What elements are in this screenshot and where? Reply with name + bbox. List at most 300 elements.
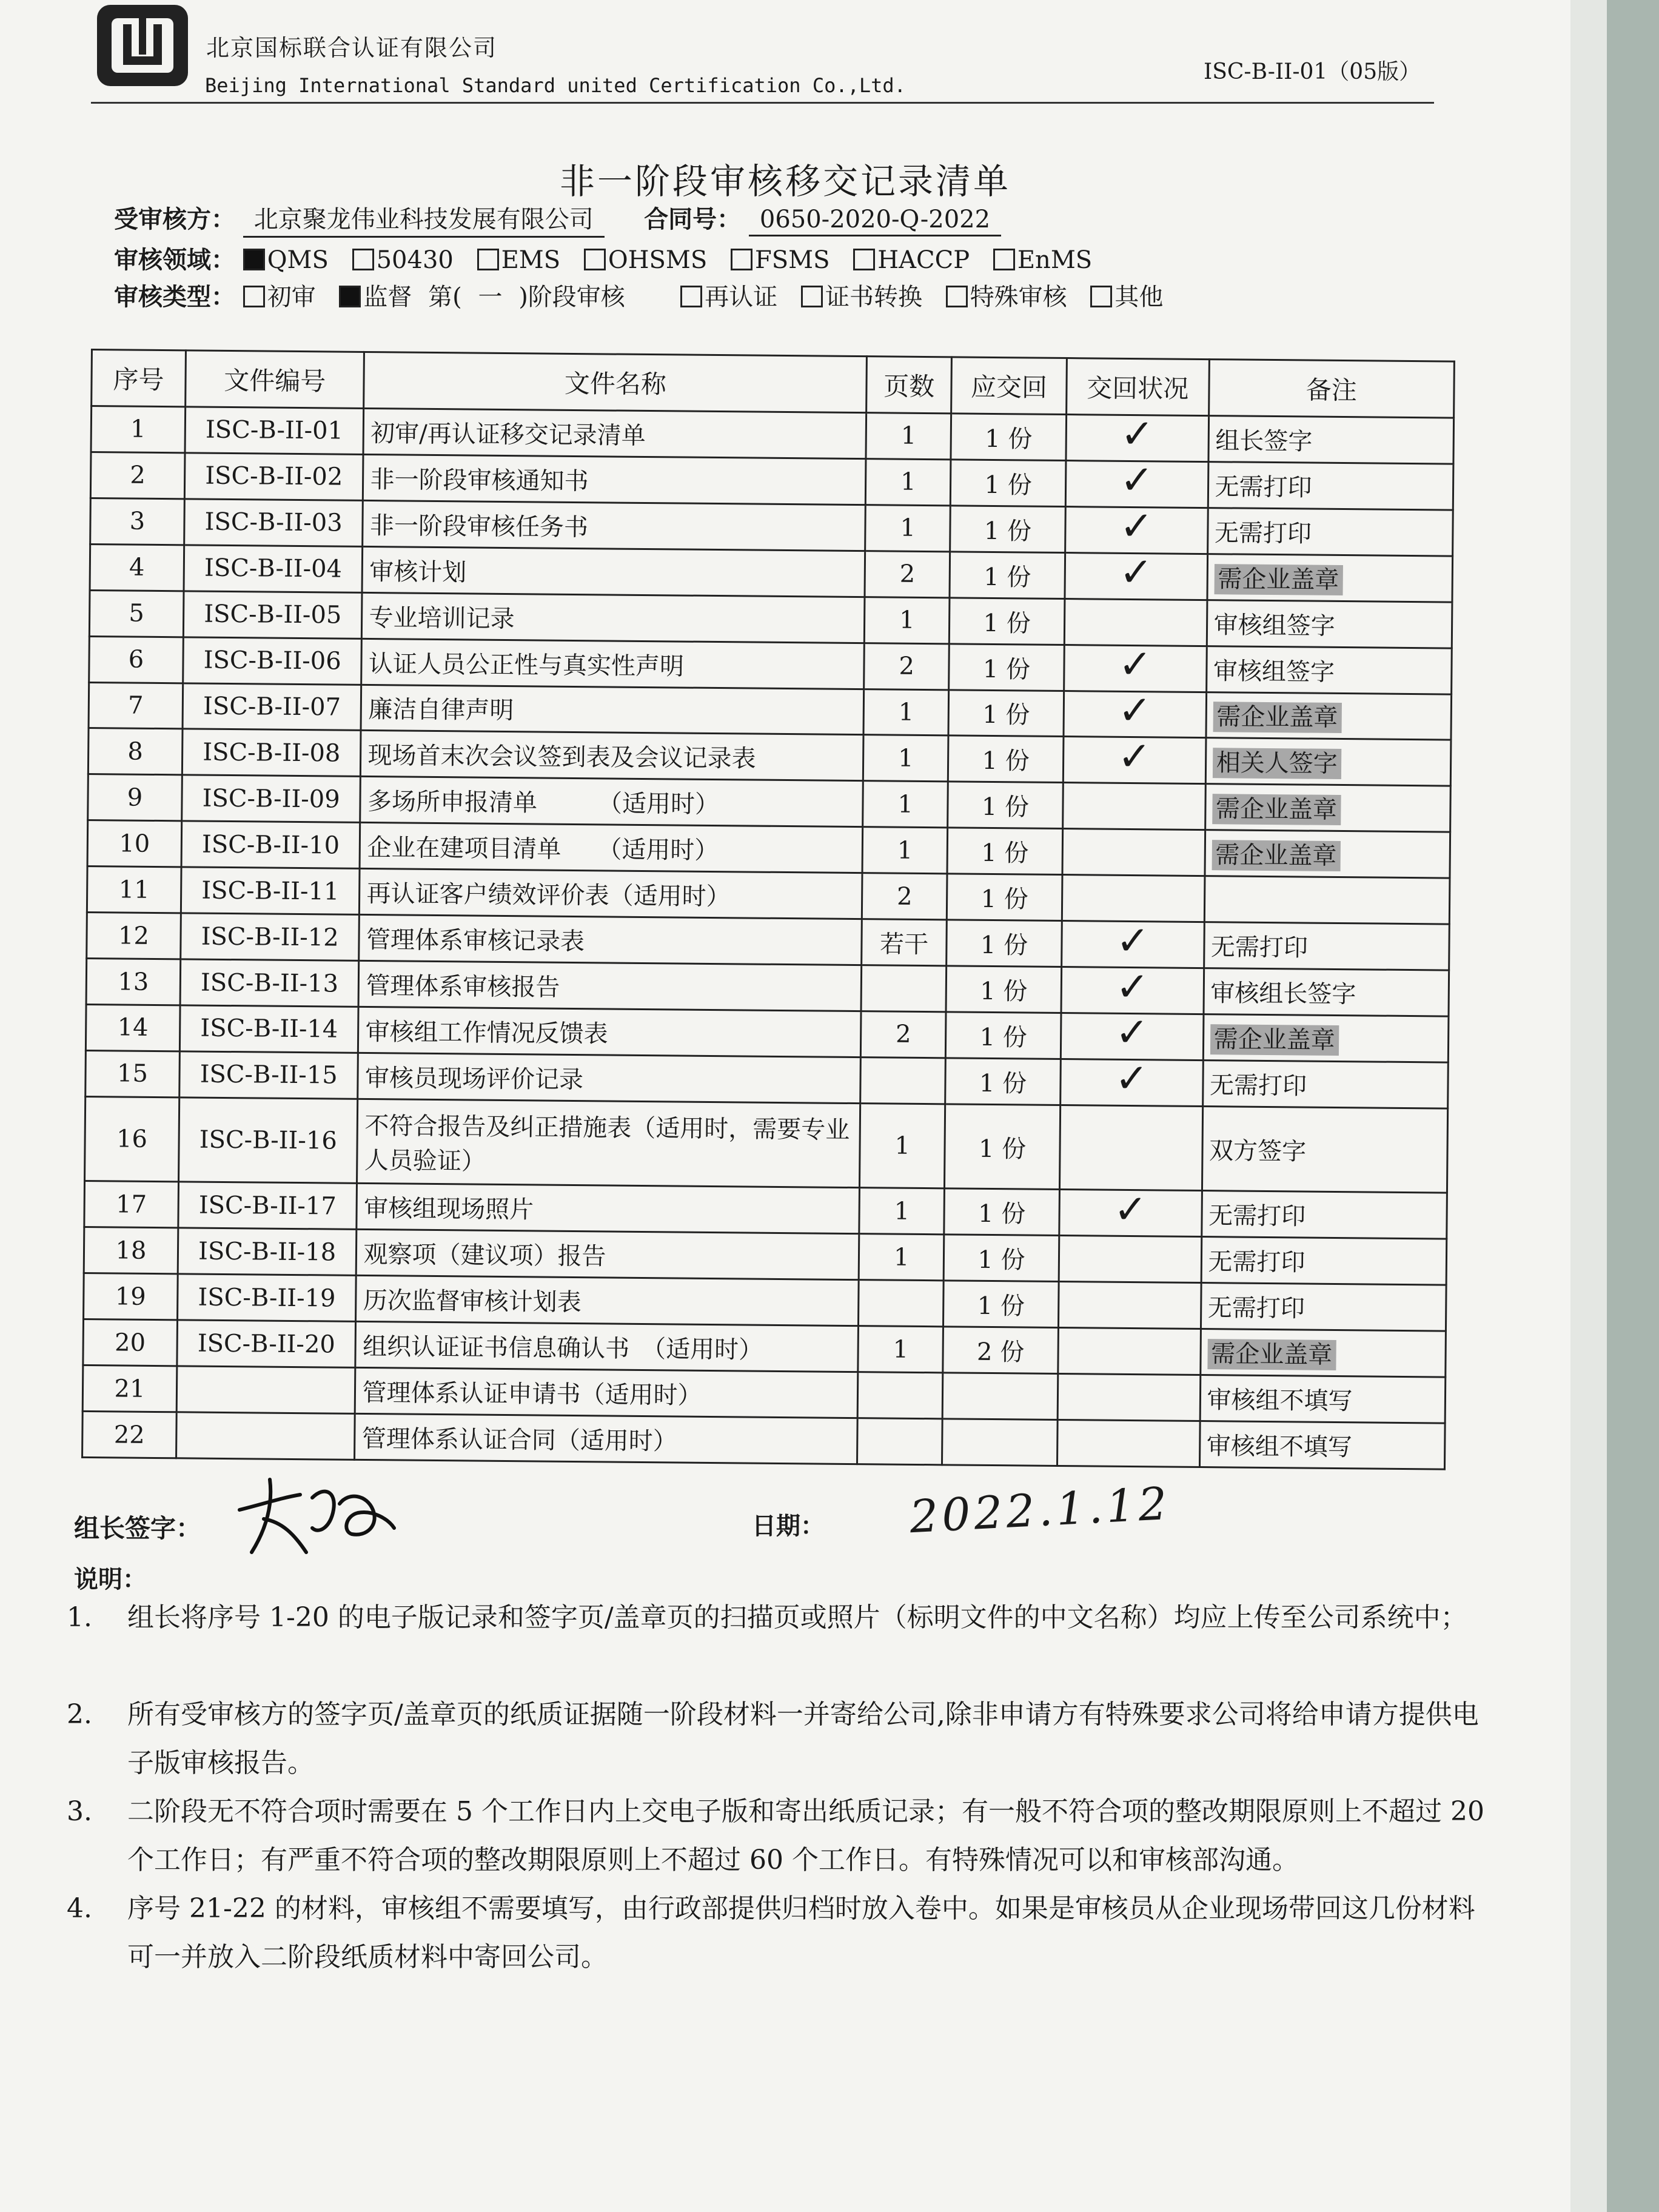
file-code-cell [181, 913, 360, 960]
file-name-cell [360, 869, 862, 919]
page-count-cell [859, 1188, 945, 1235]
file-name: 管理体系审核报告 [366, 972, 560, 1002]
note-item [67, 1691, 1498, 1788]
file-name-cell [361, 638, 864, 689]
return-status-cell [1059, 1236, 1201, 1283]
page-count-cell [859, 1280, 944, 1327]
option-ems: EMS [501, 246, 561, 274]
page-count: 1 [898, 698, 914, 726]
row-number-cell [86, 959, 181, 1005]
note-number: 3. [67, 1796, 92, 1827]
checkbox-fsms[interactable] [731, 249, 752, 270]
file-code-cell [183, 591, 362, 638]
return-status-cell [1066, 411, 1208, 462]
page-count: 1 [897, 790, 914, 819]
checkbox-qms[interactable] [243, 249, 265, 270]
file-code-cell [178, 1228, 357, 1275]
page-count: 2 [899, 560, 916, 589]
row-number: 17 [115, 1190, 147, 1219]
copies-due: 1 份 [984, 471, 1032, 500]
checkbox-initial[interactable] [243, 286, 265, 307]
note-number: 2. [67, 1699, 92, 1730]
copies-due: 1 份 [977, 1200, 1026, 1228]
note-text: 序号 21-22 的材料，审核组不需要填写，由行政部提供归档时放入卷中。如果是审核员从企业现场带回这几份材料可一并放入二阶段纸质材料中寄回公司。 [127, 1893, 1475, 1972]
copies-due: 1 份 [980, 931, 1028, 960]
file-code: ISC-B-II-08 [203, 738, 341, 768]
file-code-cell [179, 1005, 358, 1053]
remark: 审核组签字 [1213, 611, 1335, 640]
return-status-cell [1057, 1374, 1200, 1421]
row-number-cell [89, 636, 184, 683]
row-number-cell [84, 1181, 179, 1228]
page-count: 1 [897, 836, 913, 865]
transfer-record-table [81, 349, 1455, 1470]
remark: 需企业盖章 [1207, 1339, 1336, 1370]
signature-label: 组长签字： [74, 1513, 202, 1543]
row-number: 15 [116, 1059, 149, 1088]
file-name: 企业在建项目清单 （适用时） [367, 834, 719, 865]
note-item [67, 1885, 1498, 1982]
audit-field-label: 审核领域： [114, 246, 235, 274]
remark-cell [1208, 462, 1453, 510]
copies-due-cell [947, 920, 1062, 967]
remark: 需企业盖章 [1213, 702, 1341, 734]
remark-cell [1207, 600, 1452, 648]
page-count: 1 [899, 606, 915, 635]
checkbox-enms[interactable] [993, 249, 1015, 270]
file-name-cell [363, 408, 866, 458]
copies-due: 1 份 [982, 747, 1030, 776]
remark: 无需打印 [1214, 518, 1312, 548]
return-status-cell [1059, 1105, 1202, 1191]
file-code-cell [185, 407, 364, 454]
copies-due-cell [951, 414, 1066, 461]
file-name-cell [361, 685, 864, 735]
row-number: 20 [114, 1329, 146, 1357]
file-name-cell [355, 1322, 858, 1372]
option-surveillance: 监督 [363, 283, 412, 311]
page-count-cell [862, 873, 948, 920]
remark: 相关人签字 [1212, 748, 1341, 780]
copies-due-cell [943, 1281, 1059, 1328]
row-number: 12 [118, 922, 150, 950]
row-number: 19 [115, 1282, 146, 1311]
stage-prefix: 第( [428, 283, 462, 311]
return-status-cell [1065, 549, 1207, 600]
row-number-cell [84, 1273, 178, 1320]
file-name-cell [358, 1007, 861, 1057]
header-copies: 应交回 [951, 357, 1067, 415]
checkbox-surveillance[interactable] [339, 286, 361, 307]
copies-due-cell [947, 828, 1062, 875]
audit-type-row [114, 278, 1179, 312]
page-count-cell [863, 781, 948, 828]
return-status-cell [1065, 457, 1208, 508]
copies-due: 1 份 [984, 424, 1033, 454]
return-status-cell [1057, 1419, 1199, 1467]
file-name-cell [362, 546, 865, 597]
file-code: ISC-B-II-04 [204, 554, 343, 583]
auditee-value: 北京聚龙伟业科技发展有限公司 [243, 200, 605, 238]
copies-due-cell [942, 1419, 1057, 1466]
copies-due-cell [948, 689, 1064, 737]
leader-signature [227, 1461, 403, 1564]
row-number: 22 [113, 1420, 145, 1449]
return-status-cell [1058, 1282, 1201, 1329]
page-count-cell [866, 413, 951, 460]
copies-due-cell [947, 874, 1062, 921]
check-icon: ✓ [1115, 963, 1150, 1010]
file-code: ISC-B-II-02 [205, 462, 343, 492]
file-name: 审核员现场评价记录 [364, 1064, 584, 1094]
checkbox-transfer[interactable] [801, 286, 823, 307]
copies-due: 1 份 [978, 1134, 1027, 1164]
row-number: 13 [118, 967, 149, 996]
file-code-cell [183, 637, 362, 684]
remark: 无需打印 [1210, 933, 1309, 962]
file-code: ISC-B-II-07 [203, 692, 341, 722]
copies-due: 1 份 [979, 1069, 1027, 1098]
remark-cell [1205, 738, 1451, 786]
copies-due-cell [946, 966, 1061, 1013]
copies-due-cell [949, 598, 1064, 645]
note-text: 所有受审核方的签字页/盖章页的纸质证据随一阶段材料一并寄给公司,除非申请方有特殊要求公司将给申请方提供电子版审核报告。 [127, 1699, 1479, 1778]
return-status-cell [1061, 1055, 1203, 1106]
note-text: 组长将序号 1-20 的电子版记录和签字页/盖章页的扫描页或照片（标明文件的中文名称）均应上传至公司系统中； [127, 1602, 1467, 1633]
option-50430: 50430 [376, 246, 454, 274]
file-code-cell [184, 545, 363, 592]
row-number-cell [89, 682, 183, 729]
copies-due: 1 份 [977, 1246, 1025, 1275]
copies-due-cell [945, 1058, 1061, 1105]
return-status-cell [1063, 783, 1205, 830]
note-text: 二阶段无不符合项时需要在 5 个工作日内上交电子版和寄出纸质记录；有一般不符合项的整改期限原则上不超过 20 个工作日；有严重不符合项的整改期限原则上不超过 60 个工作日。有特殊情况可以和审核部沟通。 [127, 1796, 1484, 1875]
copies-due-cell [944, 1188, 1059, 1236]
row-number-cell [82, 1411, 177, 1458]
option-initial: 初审 [267, 283, 316, 311]
file-code-cell [184, 499, 363, 546]
file-name-cell [362, 592, 865, 643]
remark-cell [1205, 830, 1450, 878]
file-name: 历次监督审核计划表 [363, 1287, 581, 1317]
row-number-cell [85, 1050, 180, 1097]
page-count-cell [864, 643, 950, 689]
return-status-cell [1065, 503, 1208, 554]
page-count-cell [863, 735, 949, 782]
page-count: 1 [894, 1197, 910, 1225]
remark: 无需打印 [1208, 1248, 1305, 1277]
remark-cell [1201, 1283, 1446, 1331]
stage-value: 一 [478, 283, 503, 311]
header-no: 序号 [92, 350, 186, 407]
page-count: 1 [900, 468, 916, 497]
page-count: 2 [896, 882, 913, 911]
row-number-cell [85, 1004, 180, 1051]
company-logo [91, 0, 194, 91]
row-number-cell [87, 866, 181, 913]
copies-due: 1 份 [983, 563, 1031, 592]
copies-due-cell [948, 782, 1063, 829]
page-count-cell [859, 1234, 944, 1281]
copies-due-cell [945, 1104, 1061, 1190]
file-code-cell [181, 867, 360, 914]
row-number: 5 [129, 599, 145, 628]
return-status-cell [1064, 598, 1207, 646]
page-count: 1 [894, 1131, 911, 1160]
remark-cell [1206, 692, 1452, 740]
return-status-cell [1061, 963, 1204, 1014]
remark-cell [1202, 1060, 1448, 1108]
file-code: ISC-B-II-17 [198, 1191, 337, 1221]
company-name-cn: 北京国标联合认证有限公司 [206, 35, 498, 61]
file-name-cell [357, 1099, 860, 1188]
checkbox-ohsms[interactable] [584, 249, 606, 270]
page-count: 1 [900, 422, 917, 451]
remark-cell [1205, 784, 1450, 832]
row-number: 11 [118, 876, 150, 904]
file-name-cell [357, 1230, 859, 1280]
row-number-cell [84, 1227, 178, 1274]
copies-due: 1 份 [980, 885, 1028, 914]
remark-cell [1208, 416, 1454, 464]
file-code: ISC-B-II-15 [199, 1060, 338, 1090]
page-count-cell [866, 459, 951, 506]
contract-value: 0650-2020-Q-2022 [749, 206, 1001, 236]
file-code-cell [183, 683, 361, 730]
copies-due: 1 份 [982, 655, 1031, 684]
row-number: 10 [119, 830, 150, 858]
copies-due-cell [945, 1012, 1061, 1059]
page-count-cell [861, 965, 947, 1012]
return-status-cell [1061, 1009, 1203, 1060]
remark: 需企业盖章 [1210, 1024, 1339, 1056]
file-code-cell [177, 1320, 356, 1367]
page-count: 1 [897, 744, 914, 773]
option-qms: QMS [267, 246, 329, 274]
file-code: ISC-B-II-14 [200, 1014, 338, 1044]
file-name: 非一阶段审核任务书 [369, 511, 589, 541]
copies-due: 2 份 [976, 1338, 1025, 1367]
check-icon: ✓ [1120, 411, 1155, 458]
check-icon: ✓ [1114, 1055, 1149, 1102]
check-icon: ✓ [1116, 917, 1150, 964]
file-code-cell [176, 1366, 355, 1413]
row-number-cell [88, 774, 183, 821]
file-code: ISC-B-II-01 [205, 416, 344, 446]
row-number: 14 [117, 1013, 149, 1042]
remark: 审核组长签字 [1210, 979, 1356, 1009]
file-name-cell [356, 1276, 859, 1326]
file-code: ISC-B-II-05 [204, 600, 342, 629]
row-number: 1 [130, 415, 146, 444]
file-code: ISC-B-II-16 [199, 1125, 337, 1155]
file-code: ISC-B-II-06 [203, 646, 341, 675]
file-code: ISC-B-II-19 [198, 1283, 336, 1313]
remark-cell [1201, 1191, 1447, 1239]
row-number: 8 [127, 737, 144, 766]
file-name-cell [360, 777, 863, 827]
return-status-cell [1059, 1185, 1202, 1237]
page-count-cell [862, 827, 948, 874]
file-name-cell [363, 500, 865, 551]
page-count: 1 [900, 514, 916, 543]
auditee-row [114, 200, 1001, 238]
row-number: 16 [116, 1125, 148, 1153]
note-item [67, 1788, 1498, 1885]
file-name-cell [355, 1413, 857, 1464]
file-name: 审核组现场照片 [363, 1195, 534, 1224]
row-number-cell [91, 406, 186, 453]
file-code-cell [177, 1274, 356, 1321]
file-name-cell [358, 1053, 860, 1103]
date-value: 2022.1.12 [908, 1477, 1172, 1544]
file-code-cell [184, 453, 363, 500]
note-item [67, 1594, 1498, 1642]
page-count: 2 [899, 652, 915, 680]
remark-cell [1202, 1106, 1448, 1193]
file-code-cell [176, 1412, 355, 1460]
row-number: 2 [130, 461, 146, 490]
copies-due: 1 份 [982, 701, 1030, 730]
check-icon: ✓ [1119, 457, 1154, 504]
file-name-cell [361, 731, 863, 781]
return-status-cell [1062, 917, 1204, 968]
header-divider [91, 102, 1434, 104]
file-code-cell [180, 959, 359, 1007]
remark: 需企业盖章 [1212, 794, 1341, 825]
return-status-cell [1064, 640, 1207, 692]
file-code-cell [182, 729, 361, 776]
file-name: 管理体系认证申请书（适用时） [362, 1379, 702, 1410]
page-count: 若干 [879, 930, 929, 959]
copies-due-cell [950, 506, 1065, 553]
row-number-cell [87, 820, 182, 867]
copies-due: 1 份 [984, 517, 1032, 546]
return-status-cell [1062, 875, 1204, 922]
option-recert: 再认证 [705, 283, 778, 311]
file-name: 组织认证证书信息确认书 （适用时） [362, 1333, 763, 1364]
page-count-cell [860, 1057, 946, 1104]
remark-cell [1201, 1237, 1447, 1285]
check-icon: ✓ [1118, 686, 1152, 734]
row-number-cell [82, 1366, 177, 1412]
file-code: ISC-B-II-20 [197, 1329, 336, 1359]
remark: 无需打印 [1215, 473, 1312, 502]
remark: 双方签字 [1208, 1136, 1307, 1166]
table-row [85, 1096, 1448, 1193]
option-fsms: FSMS [755, 246, 830, 274]
page-count-cell [861, 1011, 947, 1058]
file-name: 管理体系认证合同（适用时） [361, 1424, 677, 1456]
file-name-cell [359, 960, 862, 1011]
file-name-cell [355, 1367, 858, 1418]
checkbox-special[interactable] [946, 286, 968, 307]
option-ohsms: OHSMS [608, 246, 708, 274]
return-status-cell [1063, 732, 1205, 784]
remark: 需企业盖章 [1212, 840, 1340, 871]
stage-suffix: )阶段审核 [518, 283, 625, 311]
remark: 组长签字 [1215, 427, 1313, 456]
file-name: 审核计划 [369, 557, 467, 587]
document-title: 非一阶段审核移交记录清单 [559, 161, 1011, 202]
file-name: 现场首末次会议签到表及会议记录表 [367, 742, 756, 774]
file-name: 廉洁自律声明 [368, 695, 514, 725]
remark-cell [1200, 1329, 1446, 1377]
header-remark: 备注 [1208, 360, 1454, 418]
notes-title: 说明： [74, 1565, 147, 1594]
page-count-cell [865, 551, 950, 597]
row-number: 21 [114, 1374, 146, 1403]
copies-due-cell [949, 643, 1064, 691]
file-code: ISC-B-II-12 [201, 922, 339, 952]
remark-cell [1203, 1014, 1449, 1062]
file-code: ISC-B-II-18 [198, 1237, 337, 1267]
row-number: 6 [128, 645, 144, 674]
file-code: ISC-B-II-11 [201, 876, 340, 906]
remark-cell [1207, 508, 1453, 555]
audit-field-row [114, 241, 1108, 275]
form-number: ISC-B-II-01（05版） [1204, 59, 1421, 84]
page-count-cell [858, 1326, 943, 1373]
copies-due: 1 份 [981, 793, 1030, 822]
row-number-cell [87, 913, 181, 959]
header-pages: 页数 [866, 357, 952, 414]
contract-label: 合同号： [644, 205, 742, 233]
page-count-cell [865, 597, 950, 643]
checkbox-haccp[interactable] [853, 249, 875, 270]
file-code-cell [182, 775, 361, 822]
checkbox-other[interactable] [1090, 286, 1112, 307]
remark-cell [1204, 876, 1450, 924]
file-name: 专业培训记录 [369, 603, 515, 633]
file-code-cell [181, 821, 360, 868]
file-name: 审核组工作情况反馈表 [365, 1017, 608, 1048]
file-name-cell [359, 915, 862, 965]
remark-cell [1206, 646, 1452, 694]
row-number: 9 [127, 783, 143, 812]
checkbox-recert[interactable] [680, 286, 702, 307]
remark: 无需打印 [1208, 1202, 1306, 1231]
remark: 无需打印 [1209, 1071, 1307, 1101]
option-enms: EnMS [1017, 246, 1093, 274]
file-name: 管理体系审核记录表 [366, 926, 585, 956]
note-number: 4. [67, 1893, 92, 1924]
checkbox-50430[interactable] [352, 249, 374, 270]
row-number-cell [85, 1096, 179, 1182]
file-name: 多场所申报清单 （适用时） [367, 788, 720, 819]
copies-due-cell [942, 1373, 1057, 1420]
row-number: 4 [129, 553, 145, 582]
file-code-cell [179, 1051, 358, 1099]
return-status-cell [1062, 829, 1205, 876]
option-special: 特殊审核 [970, 283, 1067, 311]
checkbox-ems[interactable] [477, 249, 499, 270]
check-icon: ✓ [1114, 1009, 1149, 1056]
file-code: ISC-B-II-09 [202, 784, 340, 814]
row-number-cell [83, 1319, 178, 1366]
copies-due-cell [943, 1327, 1058, 1374]
remark: 无需打印 [1207, 1294, 1305, 1323]
return-status-cell [1064, 686, 1206, 738]
file-name: 观察项（建议项）报告 [363, 1241, 606, 1271]
copies-due: 1 份 [979, 1023, 1027, 1052]
copies-due-cell [948, 736, 1063, 783]
row-number-cell [89, 590, 184, 637]
row-number-cell [90, 452, 185, 498]
file-code: ISC-B-II-13 [200, 968, 339, 998]
copies-due-cell [950, 552, 1065, 599]
copies-due: 1 份 [980, 977, 1028, 1006]
